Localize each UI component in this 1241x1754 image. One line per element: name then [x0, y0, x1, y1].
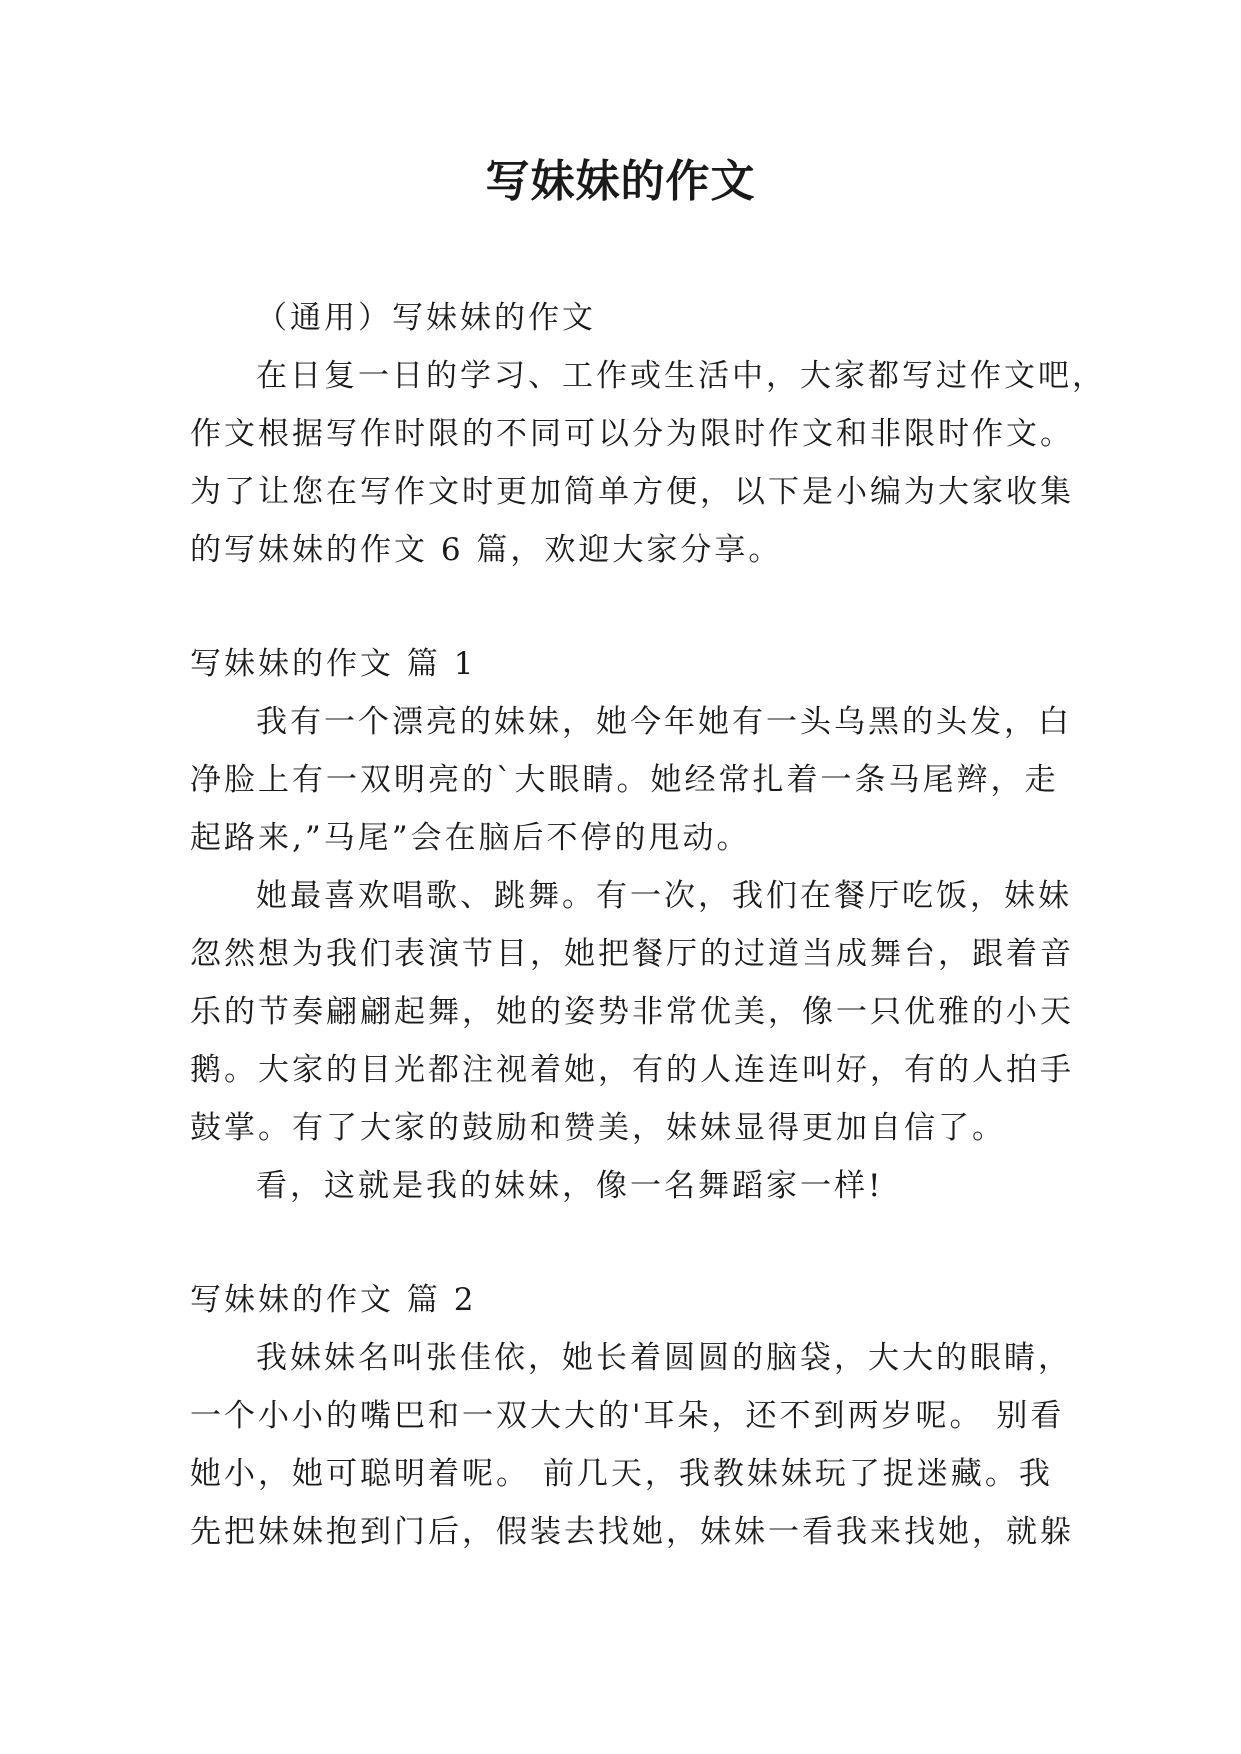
essay-line: 她最喜欢唱歌、跳舞。有一次，我们在餐厅吃饭，妹妹: [256, 878, 1072, 914]
essay-line: 乐的节奏翩翩起舞，她的姿势非常优美，像一只优雅的小天: [190, 994, 1074, 1030]
intro-line: 在日复一日的学习、工作或生活中，大家都写过作文吧，: [256, 358, 1106, 394]
essay-line: 先把妹妹抱到门后，假装去找她，妹妹一看我来找她，就躲: [190, 1514, 1074, 1550]
essay-line: 净脸上有一双明亮的`大眼睛。她经常扎着一条马尾辫，走: [190, 762, 1059, 798]
essay-line: 鹅。大家的目光都注视着她，有的人连连叫好，有的人拍手: [190, 1052, 1074, 1088]
intro-line: 为了让您在写作文时更加简单方便，以下是小编为大家收集: [190, 474, 1074, 510]
essay-line: 鼓掌。有了大家的鼓励和赞美，妹妹显得更加自信了。: [190, 1110, 1006, 1146]
essay-line: 忽然想为我们表演节目，她把餐厅的过道当成舞台，跟着音: [190, 936, 1074, 972]
essay-line: 看，这就是我的妹妹，像一名舞蹈家一样!: [256, 1168, 884, 1204]
essay-heading: 写妹妹的作文 篇 1: [190, 646, 477, 682]
intro-line: 的写妹妹的作文 6 篇，欢迎大家分享。: [190, 532, 783, 568]
essay-line: 我有一个漂亮的妹妹，她今年她有一头乌黑的头发，白: [256, 704, 1072, 740]
essay-line: 一个小小的嘴巴和一双大大的'耳朵，还不到两岁呢。 别看: [190, 1398, 1065, 1434]
essay-line: 起路来,”马尾”会在脑后不停的甩动。: [190, 820, 751, 856]
document-title: 写妹妹的作文: [485, 156, 756, 207]
essay-line: 她小，她可聪明着呢。 前几天，我教妹妹玩了捉迷藏。我: [190, 1456, 1053, 1492]
document-subtitle: （通用）写妹妹的作文: [256, 300, 596, 336]
essay-line: 我妹妹名叫张佳依，她长着圆圆的脑袋，大大的眼睛，: [256, 1340, 1072, 1376]
essay-heading: 写妹妹的作文 篇 2: [190, 1282, 477, 1318]
intro-line: 作文根据写作时限的不同可以分为限时作文和非限时作文。: [190, 416, 1074, 452]
